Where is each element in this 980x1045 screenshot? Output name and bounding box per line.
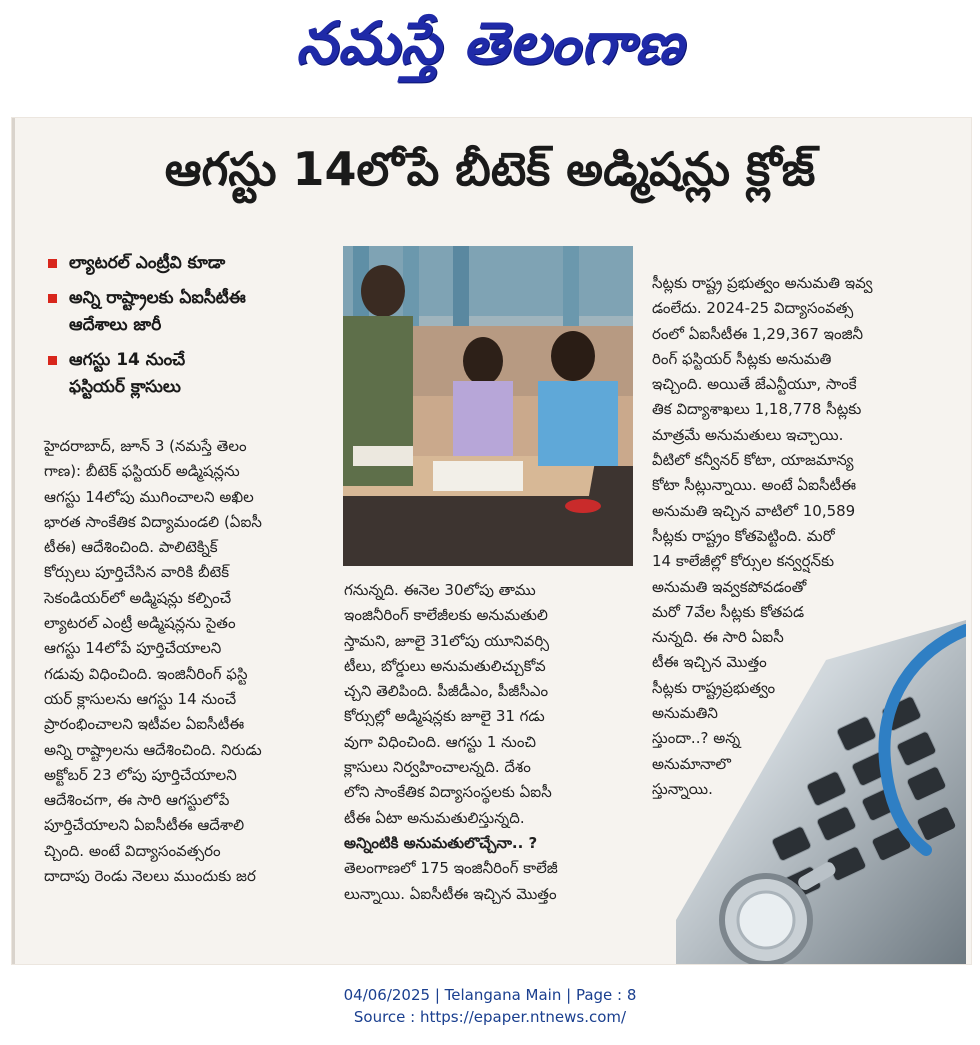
article-headline <box>20 130 960 220</box>
footer-source: Source : https://epaper.ntnews.com/ <box>353 1008 627 1026</box>
headline-text: ఆగస్టు 14లోపే బీటెక్ అడ్మిషన్లు క్లోజ్ <box>164 142 816 196</box>
footer-date-page: 04/06/2025 | Telangana Main | Page : 8 <box>343 986 637 1004</box>
article-column-1: హైదరాబాద్, జూన్ 3 (నమస్తే తెలం గాణ): బీటెక్ ఫస్టియర్ అడ్మిషన్లను ఆగస్టు 14లోపు ముగించాలని అఖిల భారత సాంకేతిక విద్యామండలి (ఏఐసీ టీఈ) ఆదేశించింది. పాలిటెక్నిక్ కోర్సులు పూర్తిచేసిన వారికి బీటెక్ సెకండియర్‌లో అడ్మిషన్లు కల్పించే ల్యాటరల్ ఎంట్రీ అడ్మిషన్లను సైతం ఆగస్టు 14లోపే పూర్తిచేయాలని గడువు విధించింది. ఇంజినీరింగ్ ఫస్టి యర్ క్లాసులను ఆగస్టు 14 నుంచే ప్రారంభించాలని ఇటీవల ఏఐసీటీఈ అన్ని రాష్ట్రాలను ఆదేశించింది. నిరుడు అక్టోబర్ 23 లోపు పూర్తిచేయాలని ఆదేశించగా, ఈ సారి ఆగస్టులోపే పూర్తిచేయాలని ఏఐసీటీఈ ఆదేశాలి చ్చింది. అంటే విద్యాసంవత్సరం దాదాపు రెండు నెలలు ముందుకు జర <box>44 437 262 886</box>
page-footer <box>0 984 980 1028</box>
bullet-item: ల్యాటరల్ ఎంట్రీవి కూడా <box>42 250 332 277</box>
classroom-photo-image <box>343 246 633 566</box>
article-column-3: సీట్లకు రాష్ట్ర ప్రభుత్వం అనుమతి ఇవ్వ డంలేదు. 2024-25 విద్యాసంవత్స రంలో ఏఐసీటీఈ 1,29,367 ఇంజినీ రింగ్ ఫస్టియర్ సీట్లకు అనుమతి ఇచ్చింది. అయితే జేఎన్టీయూ, సాంకే తిక విద్యాశాఖలు 1,18,778 సీట్లకు మాత్రమే అనుమతులు ఇచ్చాయి. వీటిలో కన్వీనర్ కోటా, యాజమాన్య కోటా సీట్లున్నాయి. అంటే ఏఐసీటీఈ అనుమతి ఇచ్చిన వాటిలో 10,589 సీట్లకు రాష్ట్రం కోతపెట్టింది. మరో 14 కాలేజీల్లో కోర్సుల కన్వర్షన్‌కు అనుమతి ఇవ్వకపోవడంతో మరో 7వేల సీట్లకు కోతపడ నున్నది. ఈ సారి ఏఐసీ టీఈ ఇచ్చిన మొత్తం సీట్లకు రాష్ట్రప్రభుత్వం అనుమతిని స్తుందా..? అన్న అనుమానాలొ స్తున్నాయి. <box>652 274 873 798</box>
red-square-icon <box>48 259 57 268</box>
red-square-icon <box>48 294 57 303</box>
newspaper-title: నమస్తే తెలంగాణ <box>296 8 684 77</box>
bullet-item: అన్ని రాష్ట్రాలకు ఏఐసీటీఈ ఆదేశాలు జారీ <box>42 285 332 339</box>
bullet-item: ఆగస్టు 14 నుంచే ఫస్టియర్ క్లాసులు <box>42 347 332 401</box>
subheading: అన్నింటికి అనుమతులొచ్చేనా.. ? <box>344 833 538 852</box>
classroom-photo <box>343 246 633 566</box>
keyboard-stethoscope-graphic <box>676 620 966 964</box>
article-column-2: గనున్నది. ఈనెల 30లోపు తాము ఇంజినీరింగ్ కాలేజీలకు అనుమతులి స్తామని, జూలై 31లోపు యూనివర్సి టీలు, బోర్డులు అనుమతులిచ్చుకోవ చ్చని తెలిపింది. పీజీడీఎం, పీజీసీఎం కోర్సుల్లో అడ్మిషన్లకు జూలై 31 గడు వుగా విధించింది. ఆగస్టు 1 నుంచి క్లాసులు నిర్వహించాలన్నది. దేశం లోని సాంకేతిక విద్యాసంస్థలకు ఏఐసీ టీఈ ఏటా అనుమతులిస్తున్నది. అన్నింటికి అనుమతులొచ్చేనా.. ? తెలంగాణలో 175 ఇంజినీరింగ్ కాలేజీ లున్నాయి. ఏఐసీటీఈ ఇచ్చిన మొత్తం <box>344 581 558 903</box>
keyboard-image <box>676 620 966 964</box>
highlight-bullets <box>42 250 332 409</box>
masthead <box>0 0 980 100</box>
red-square-icon <box>48 356 57 365</box>
